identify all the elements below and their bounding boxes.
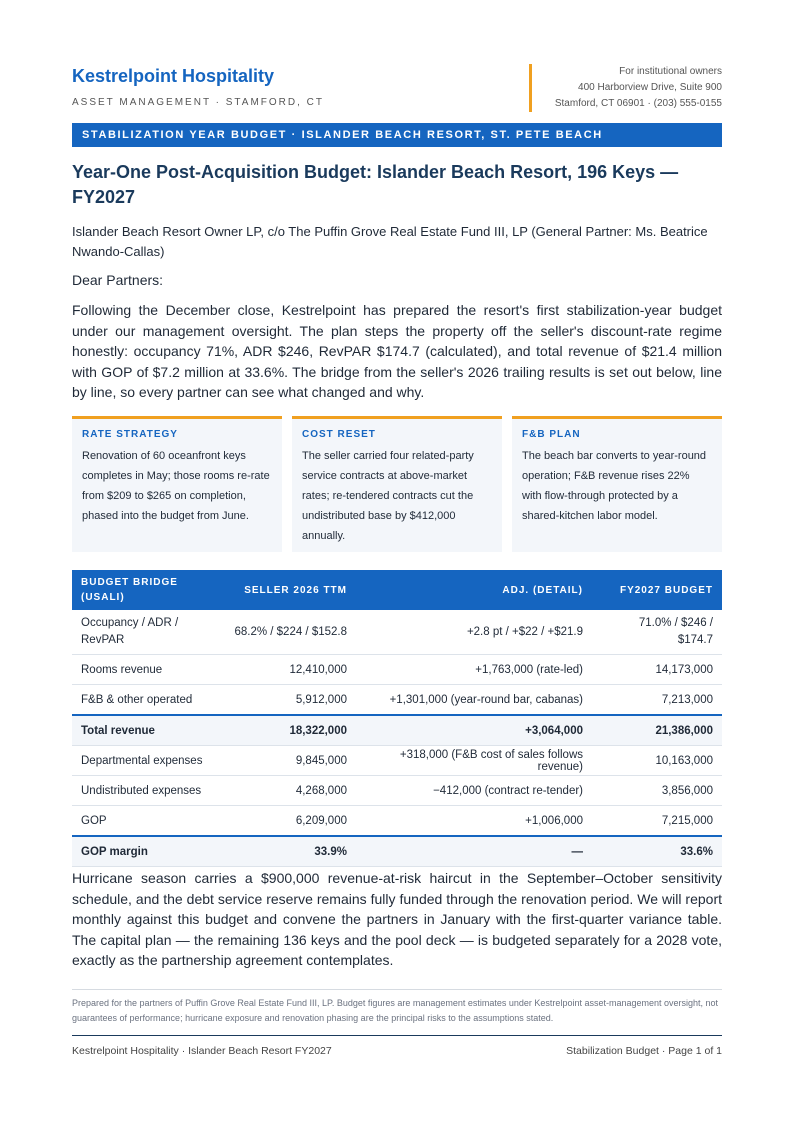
adjustment-value: −412,000 (contract re-tender): [356, 776, 592, 806]
row-label: Departmental expenses: [72, 746, 220, 776]
budget-value: 33.6%: [592, 836, 722, 867]
closing-paragraph: Hurricane season carries a $900,000 revenue-at-risk haircut in the September–October sensitivity schedule, and the debt service reserve remains fully funded through the renovation period. We will report monthly against this budget and convene the partners in January with the first-quarter variance table. The capital plan — the remaining 136 keys and the pool deck — is budgeted separately for a 2028 vote, exactly as the partnership agreement contemplates.: [72, 870, 722, 968]
brand-tagline: ASSET MANAGEMENT · STAMFORD, CT: [72, 97, 325, 108]
adjustment-value: —: [356, 836, 592, 867]
section-banner: STABILIZATION YEAR BUDGET · ISLANDER BEACH RESORT, ST. PETE BEACH: [72, 123, 722, 147]
seller-value: 12,410,000: [220, 655, 356, 685]
footer-left: Kestrelpoint Hospitality · Islander Beach Resort FY2027: [72, 1045, 332, 1057]
budget-value: 7,213,000: [592, 685, 722, 716]
seller-value: 5,912,000: [220, 685, 356, 716]
brand-name: Kestrelpoint Hospitality: [72, 66, 275, 86]
budget-value: 7,215,000: [592, 806, 722, 837]
adjustment-value: +1,301,000 (year-round bar, cabanas): [356, 685, 592, 716]
column-header: ADJ. (DETAIL): [356, 570, 592, 610]
adjustment-value: +2.8 pt / +$22 / +$21.9: [356, 610, 592, 655]
row-label: Undistributed expenses: [72, 776, 220, 806]
intro-paragraph: Following the December close, Kestrelpoint has prepared the resort's first stabilization-year budget under our management oversight. The plan steps the property off the seller's discount-rate regime honestly: occupancy 71%, ADR $246, RevPAR $174.7 (calculated), and total revenue of $21.4 million with GOP of $7.2 million at 33.6%. The bridge from the seller's 2026 trailing results is set out below, line by line, so every partner can see what changed and why.: [72, 302, 722, 400]
card-title: COST RESET: [302, 429, 376, 440]
card-cost-reset: [292, 416, 502, 552]
row-label: GOP: [72, 806, 220, 837]
budget-bridge-table: [72, 570, 722, 867]
card-rate-strategy: [72, 416, 282, 552]
budget-value: 14,173,000: [592, 655, 722, 685]
adjustment-value: +1,763,000 (rate-led): [356, 655, 592, 685]
table-header-row: [72, 570, 722, 610]
salutation: Dear Partners:: [72, 272, 164, 288]
card-fb-plan: [512, 416, 722, 552]
address-block: [529, 64, 722, 112]
footer-right: Stabilization Budget · Page 1 of 1: [566, 1045, 722, 1057]
card-body: The seller carried four related-party service contracts at above-market rates; re-tendered contracts cut the undistributed base by $412,000 annually.: [302, 450, 474, 542]
row-label: GOP margin: [72, 836, 220, 867]
column-header: SELLER 2026 TTM: [220, 570, 356, 610]
row-label: F&B & other operated: [72, 685, 220, 716]
seller-value: 4,268,000: [220, 776, 356, 806]
table-row: [72, 776, 722, 806]
card-body: The beach bar converts to year-round operation; F&B revenue rises 22% with flow-through protected by a shared-kitchen labor model.: [522, 450, 707, 522]
letterhead: [72, 64, 722, 114]
table-row: [72, 610, 722, 655]
table-row: [72, 806, 722, 837]
column-header: BUDGET BRIDGE (USALI): [72, 570, 220, 610]
card-body: Renovation of 60 oceanfront keys completes in May; those rooms re-rate from $209 to $265 on completion, phased into the budget from June.: [82, 450, 270, 522]
column-header: FY2027 BUDGET: [592, 570, 722, 610]
disclaimer: Prepared for the partners of Puffin Grove Real Estate Fund III, LP. Budget figures are management estimates under Kestrelpoint asset-management oversight, not guarantees of performance; hurricane exposure and renovation phasing are the principal risks to the assumptions stated.: [72, 989, 722, 1026]
table-row: [72, 655, 722, 685]
table-row: [72, 685, 722, 716]
adjustment-value: +318,000 (F&B cost of sales follows revenue): [356, 746, 592, 776]
adjustment-value: +3,064,000: [356, 715, 592, 746]
row-label: Rooms revenue: [72, 655, 220, 685]
row-label: Occupancy / ADR / RevPAR: [72, 610, 220, 655]
seller-value: 9,845,000: [220, 746, 356, 776]
seller-value: 68.2% / $224 / $152.8: [220, 610, 356, 655]
address-line: Stamford, CT 06901 · (203) 555-0155: [554, 98, 722, 109]
address-line: For institutional owners: [619, 66, 722, 77]
seller-value: 18,322,000: [220, 715, 356, 746]
highlight-cards: [72, 416, 722, 552]
table-row: [72, 746, 722, 776]
budget-value: 21,386,000: [592, 715, 722, 746]
row-label: Total revenue: [72, 715, 220, 746]
adjustment-value: +1,006,000: [356, 806, 592, 837]
seller-value: 33.9%: [220, 836, 356, 867]
address-line: 400 Harborview Drive, Suite 900: [578, 82, 722, 93]
table-total-row: [72, 836, 722, 867]
page-footer: [72, 1035, 722, 1057]
budget-value: 3,856,000: [592, 776, 722, 806]
document-title: Year-One Post-Acquisition Budget: Islander Beach Resort, 196 Keys — FY2027: [72, 162, 679, 207]
table-total-row: [72, 715, 722, 746]
budget-value: 71.0% / $246 / $174.7: [592, 610, 722, 655]
addressee: Islander Beach Resort Owner LP, c/o The Puffin Grove Real Estate Fund III, LP (General Partner: Ms. Beatrice Nwando-Callas): [72, 224, 708, 259]
seller-value: 6,209,000: [220, 806, 356, 837]
card-title: RATE STRATEGY: [82, 429, 178, 440]
card-title: F&B PLAN: [522, 429, 581, 440]
budget-value: 10,163,000: [592, 746, 722, 776]
